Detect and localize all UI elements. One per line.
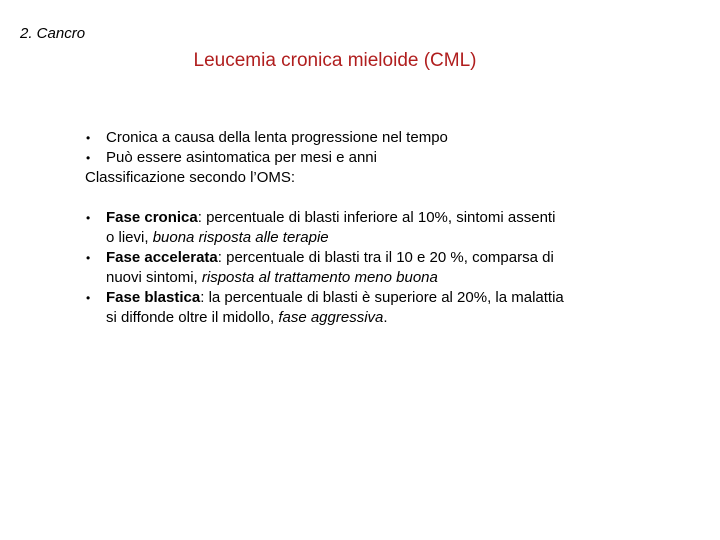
intro-bullet-list bbox=[85, 128, 565, 168]
phase-note: risposta al trattamento meno buona bbox=[201, 269, 438, 286]
phase-name: Fase cronica bbox=[106, 209, 198, 226]
bullet-icon: • bbox=[86, 211, 91, 225]
intro-bullet-text: Cronica a causa della lenta progressione nel tempo bbox=[106, 129, 448, 146]
bullet-icon: • bbox=[86, 291, 91, 305]
phase-separator: : bbox=[217, 249, 227, 266]
phase-tail: . bbox=[383, 309, 388, 326]
classification-heading: Classificazione secondo l’OMS: bbox=[85, 169, 296, 186]
phase-description: percentuale di blasti tra il 10 e 20 %, comparsa di nuovi sintomi, bbox=[106, 249, 554, 286]
phase-description: la percentuale di blasti è superiore al 20%, la malattia si diffonde oltre il midollo, bbox=[106, 289, 564, 326]
bullet-icon: • bbox=[86, 151, 91, 165]
phase-name: Fase blastica bbox=[106, 289, 201, 306]
slide-title: Leucemia cronica mieloide (CML) bbox=[193, 50, 477, 71]
phase-separator: : bbox=[197, 209, 207, 226]
phase-bullet-accelerated bbox=[85, 248, 565, 288]
phase-note: buona risposta alle terapie bbox=[152, 229, 329, 246]
phase-name: Fase accelerata bbox=[106, 249, 218, 266]
slide-content bbox=[85, 128, 565, 328]
phase-bullet-chronic bbox=[85, 208, 565, 248]
bullet-icon: • bbox=[86, 131, 91, 145]
phase-separator: : bbox=[200, 289, 209, 306]
phase-description: percentuale di blasti inferiore al 10%, sintomi assenti o lievi, bbox=[106, 209, 556, 246]
bullet-icon: • bbox=[86, 251, 91, 265]
phase-note: fase aggressiva bbox=[278, 309, 384, 326]
intro-bullet bbox=[85, 148, 565, 168]
section-label: 2. Cancro bbox=[20, 25, 86, 42]
intro-bullet bbox=[85, 128, 565, 148]
phase-bullet-blastic bbox=[85, 288, 565, 328]
phase-bullet-list bbox=[85, 208, 565, 328]
intro-bullet-text: Può essere asintomatica per mesi e anni bbox=[106, 149, 377, 166]
